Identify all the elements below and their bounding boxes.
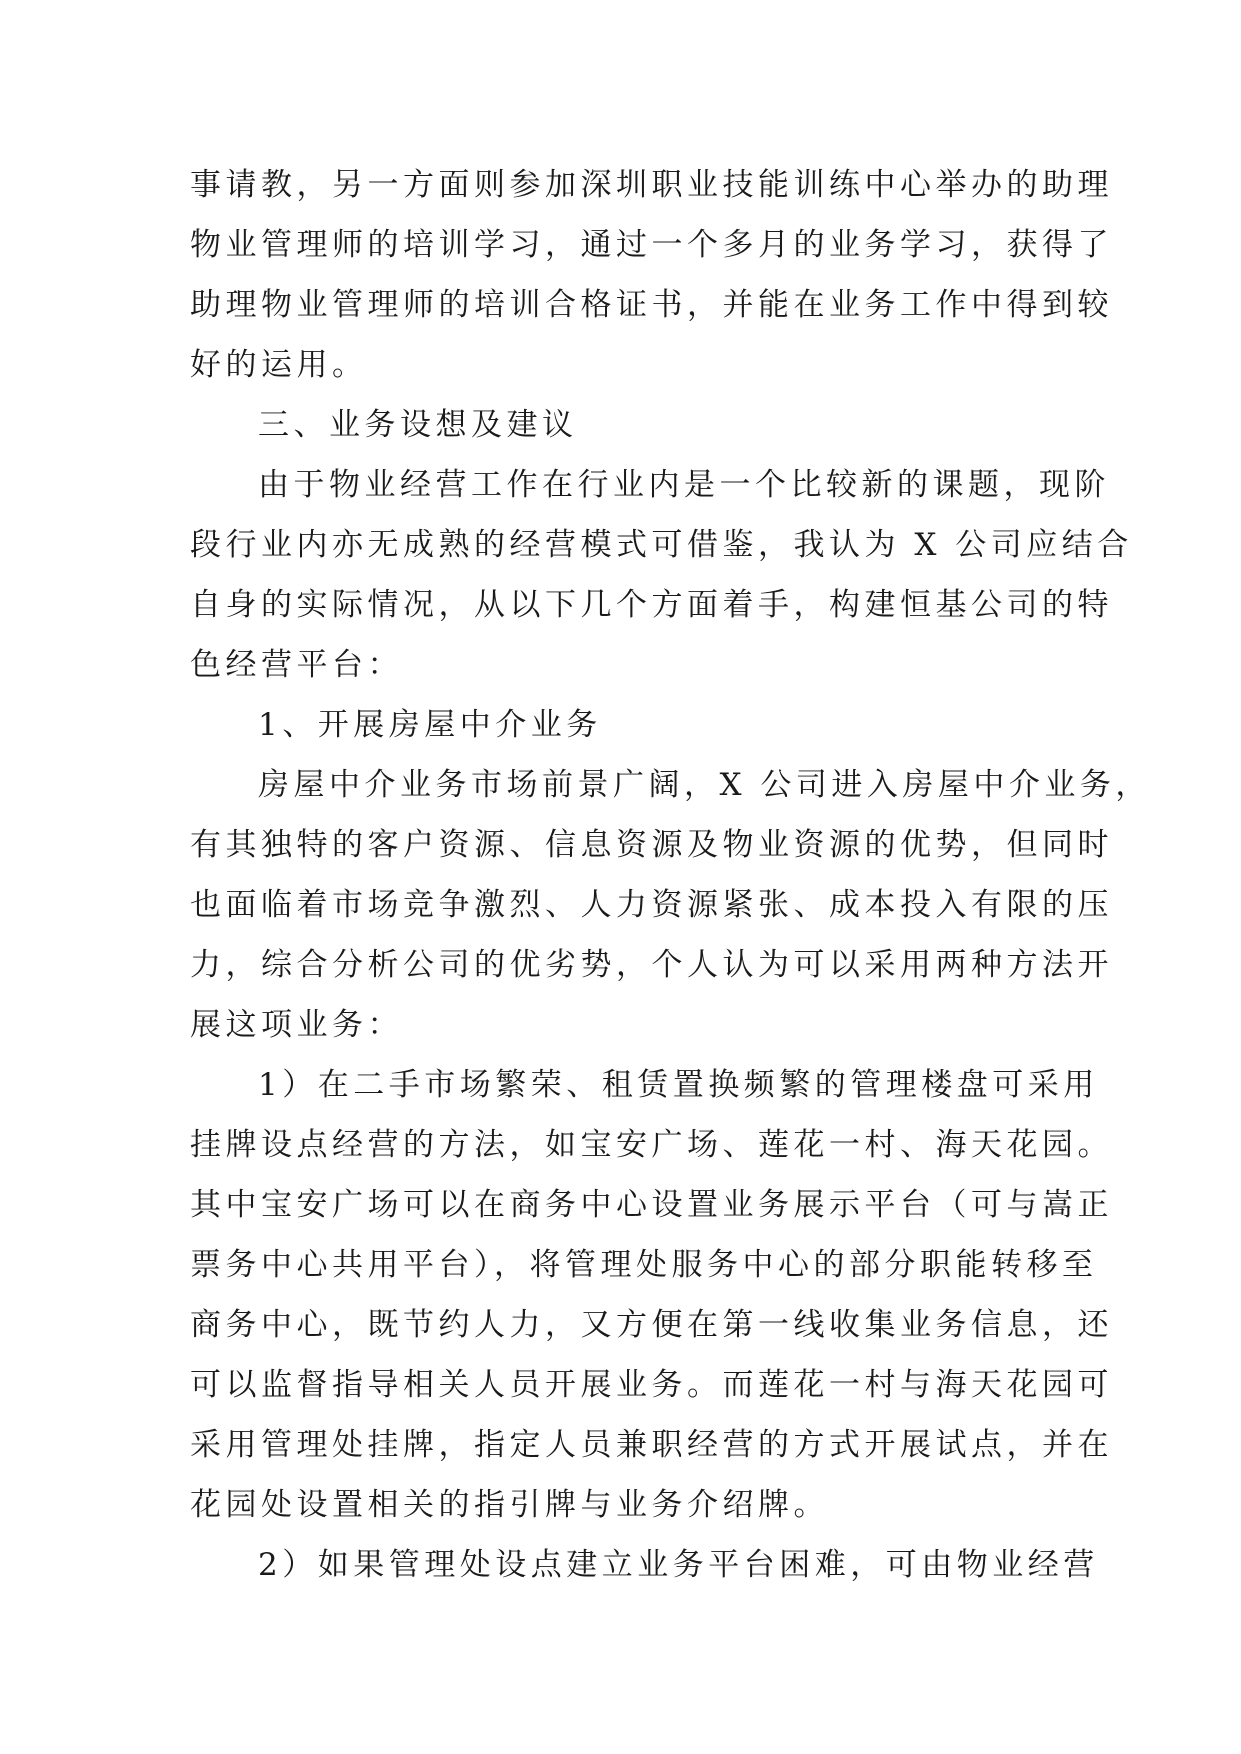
text-line: 助理物业管理师的培训合格证书，并能在业务工作中得到较 [190,287,1113,323]
section-heading: 三、业务设想及建议 [258,407,578,443]
text-line: 花园处设置相关的指引牌与业务介绍牌。 [190,1487,829,1523]
text-line: 房屋中介业务市场前景广阔，X 公司进入房屋中介业务， [258,767,1151,803]
text-line: 其中宝安广场可以在商务中心设置业务展示平台（可与嵩正 [190,1187,1113,1223]
subsection-heading: 1、开展房屋中介业务 [258,707,602,743]
text-line: 1）在二手市场繁荣、租赁置换频繁的管理楼盘可采用 [258,1067,1099,1103]
body-text [190,155,1151,1595]
text-line: 好的运用。 [190,347,368,383]
text-line: 物业管理师的培训学习，通过一个多月的业务学习，获得了 [190,227,1113,263]
text-line: 由于物业经营工作在行业内是一个比较新的课题，现阶 [258,467,1110,503]
text-line: 可以监督指导相关人员开展业务。而莲花一村与海天花园可 [190,1367,1113,1403]
text-line: 采用管理处挂牌，指定人员兼职经营的方式开展试点，并在 [190,1427,1113,1463]
text-line: 票务中心共用平台），将管理处服务中心的部分职能转移至 [190,1247,1098,1283]
text-line: 挂牌设点经营的方法，如宝安广场、莲花一村、海天花园。 [190,1127,1113,1163]
text-line: 事请教，另一方面则参加深圳职业技能训练中心举办的助理 [190,167,1113,203]
text-line: 段行业内亦无成熟的经营模式可借鉴，我认为 X 公司应结合 [190,527,1133,563]
text-line: 自身的实际情况，从以下几个方面着手，构建恒基公司的特 [190,587,1113,623]
text-line: 展这项业务： [190,1007,403,1043]
text-line: 商务中心，既节约人力，又方便在第一线收集业务信息，还 [190,1307,1113,1343]
text-line: 力，综合分析公司的优劣势，个人认为可以采用两种方法开 [190,947,1113,983]
text-line: 有其独特的客户资源、信息资源及物业资源的优势，但同时 [190,827,1113,863]
text-line: 也面临着市场竞争激烈、人力资源紧张、成本投入有限的压 [190,887,1113,923]
text-line: 色经营平台： [190,647,403,683]
text-line: 2）如果管理处设点建立业务平台困难，可由物业经营 [258,1547,1099,1583]
